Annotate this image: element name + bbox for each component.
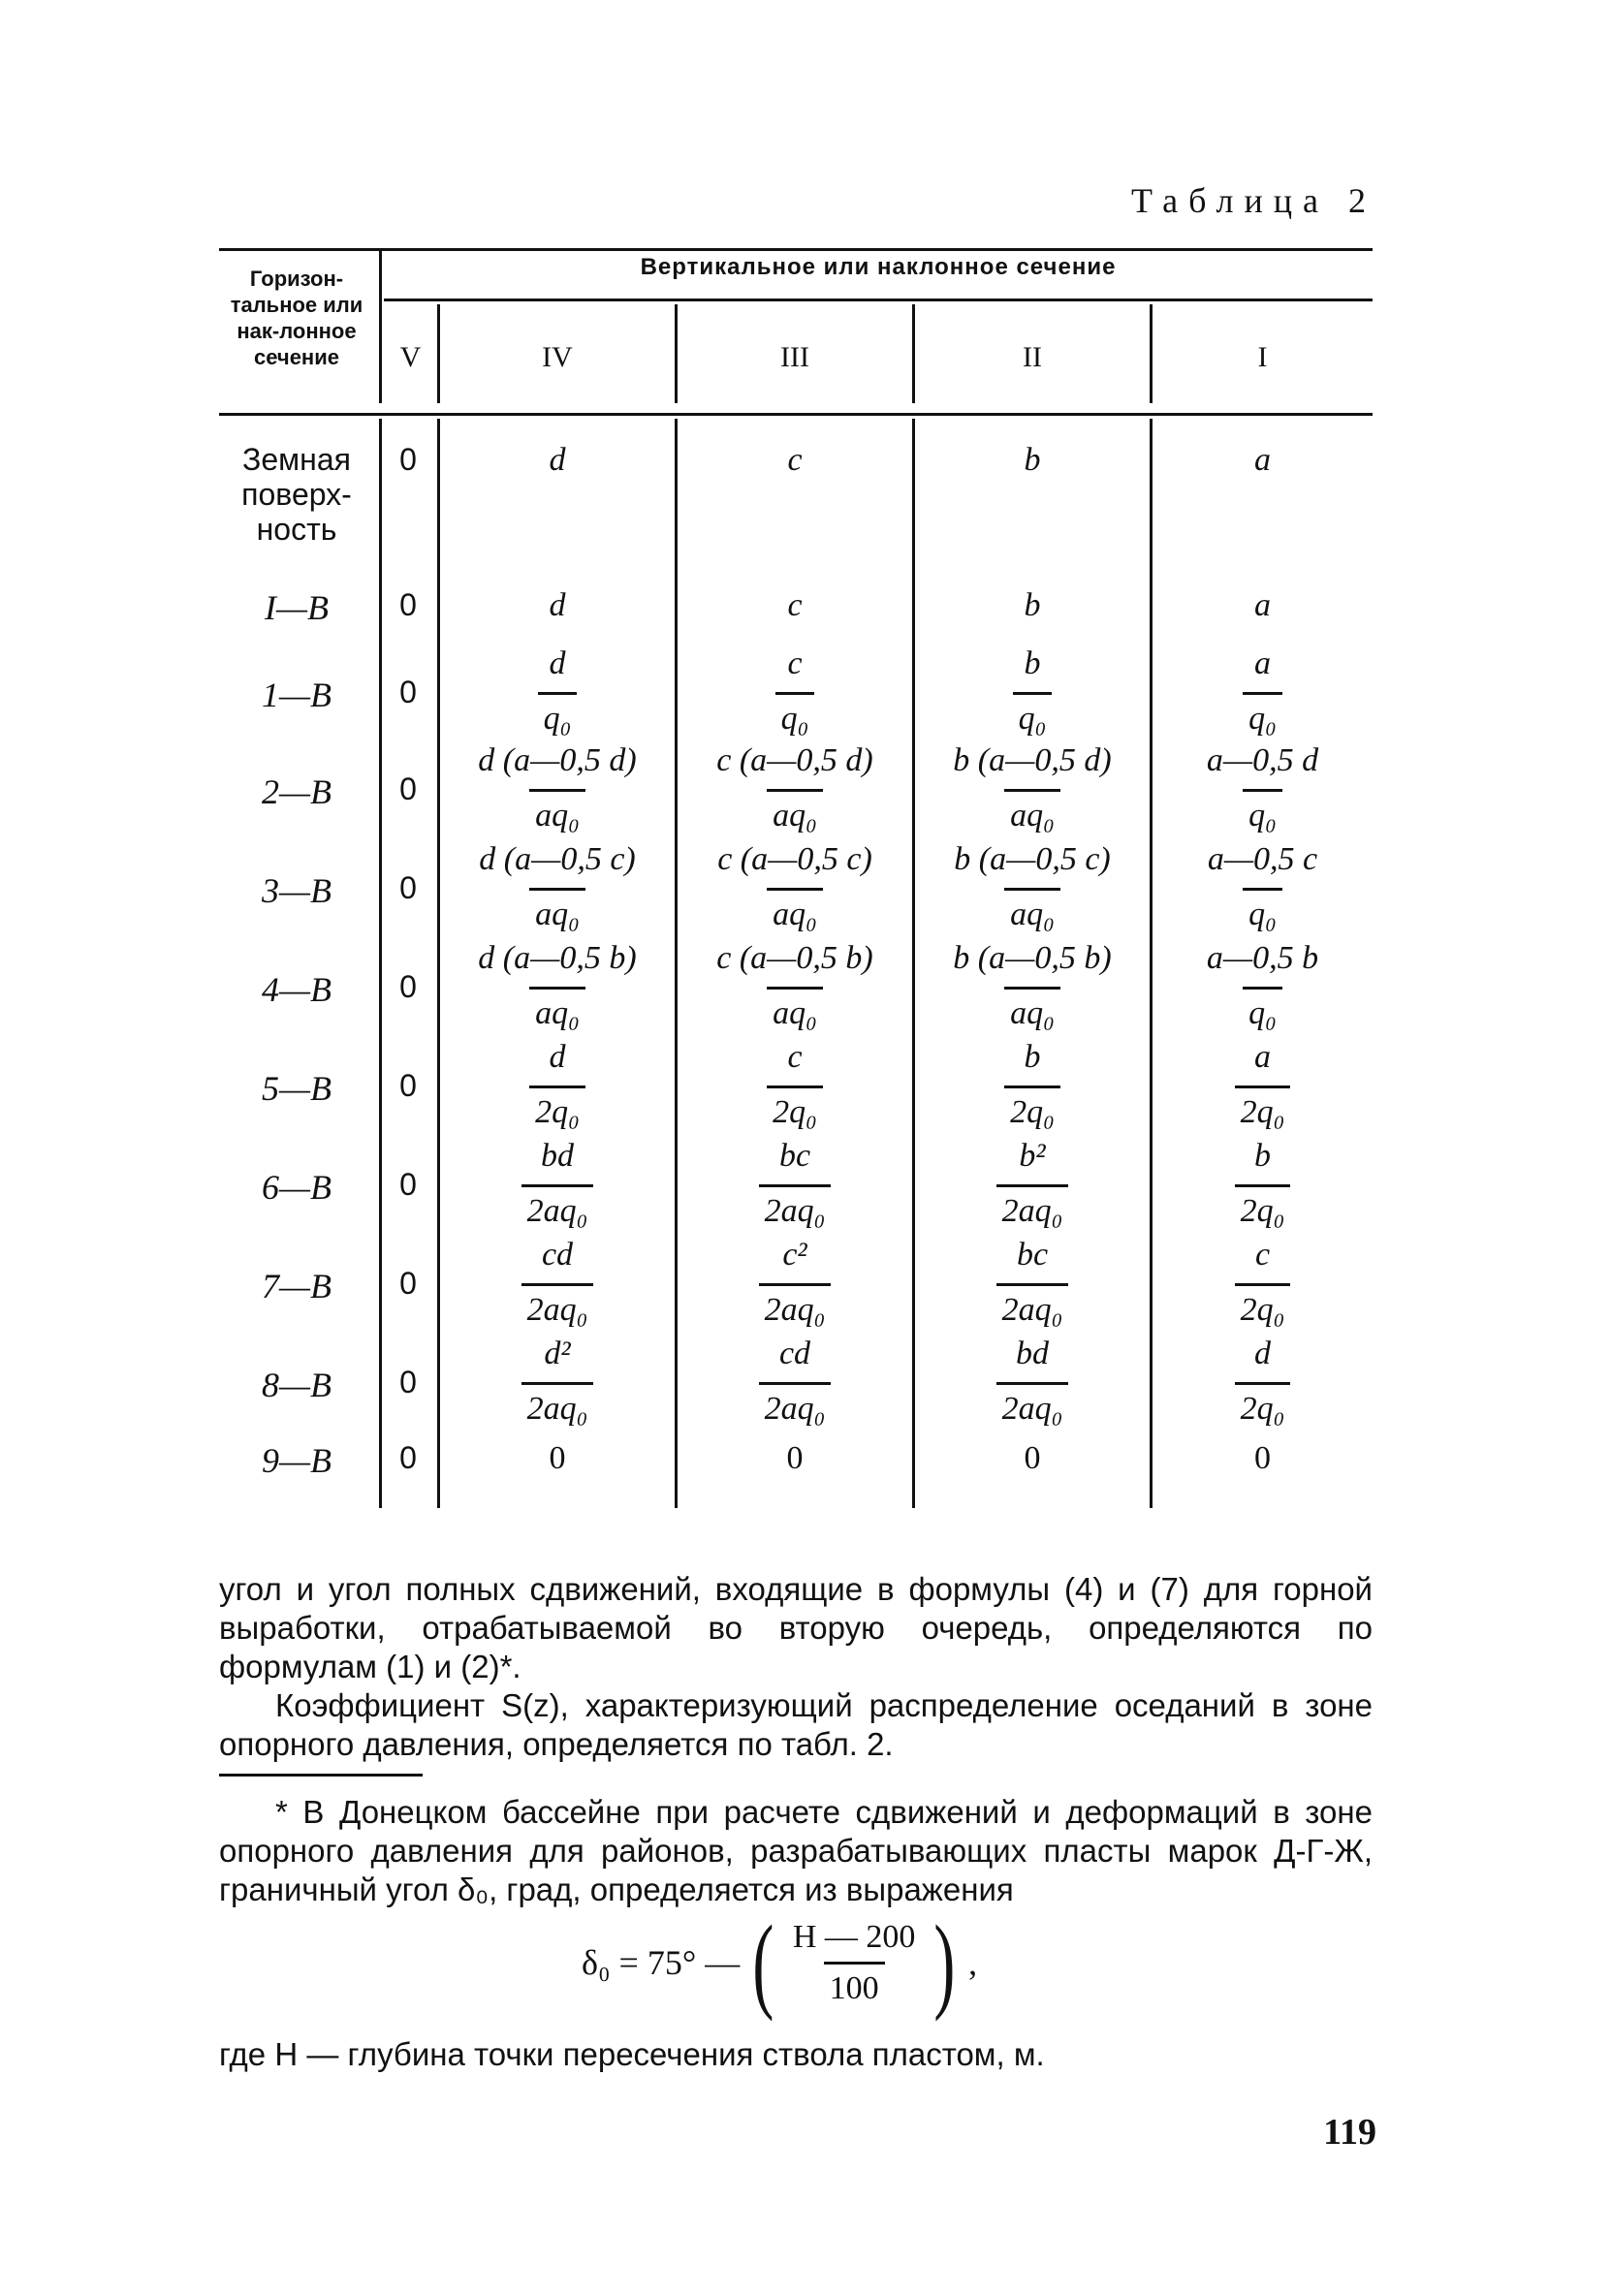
footnote: * В Донецком бассейне при расчете сдвижений и деформаций в зоне опорного давления для районов, разрабатывающих пласты марок Д-Г-Ж, граничный угол δ₀, град, определяется из выражения: [219, 1794, 1373, 1907]
fraction-numerator: b (a—0,5 c): [954, 841, 1111, 877]
col-header-v: V: [399, 341, 422, 373]
table-cell: [915, 1336, 1150, 1428]
table-cell: 0: [549, 1440, 566, 1476]
row-label: 2—B: [262, 772, 332, 811]
fraction-denominator: 2aq₀: [996, 1184, 1069, 1230]
table-cell: [678, 1138, 912, 1230]
table-cell: [678, 841, 912, 933]
fraction: [1235, 1336, 1291, 1428]
table-cell: [440, 841, 675, 933]
fraction: [948, 841, 1116, 933]
fraction: [529, 1039, 585, 1131]
fraction: [538, 645, 578, 738]
row-label: 1—B: [262, 676, 332, 714]
table-cell: [1153, 1237, 1373, 1329]
fraction-denominator: aq₀: [529, 888, 585, 933]
table-cell: [678, 1039, 912, 1131]
formula-lhs: δ₀ = 75° —: [582, 1943, 741, 1982]
fraction-denominator: 2aq₀: [521, 1184, 594, 1230]
formula-fraction: [787, 1919, 922, 2007]
table-cell: d: [549, 587, 566, 623]
table-cell: [678, 1336, 912, 1428]
table-caption: Таблица 2: [1131, 181, 1376, 220]
table-cell: [440, 1237, 675, 1329]
fraction-numerator: cd: [778, 1336, 811, 1371]
fraction: [947, 742, 1117, 834]
fraction-denominator: aq₀: [1004, 888, 1060, 933]
row-label: 6—B: [262, 1168, 332, 1207]
fraction-denominator: q₀: [1243, 789, 1282, 834]
col-header-iv: IV: [542, 341, 573, 373]
table-cell: [1153, 742, 1373, 834]
table-cell: [915, 742, 1150, 834]
fraction-denominator: aq₀: [767, 888, 823, 933]
fraction-numerator: bc: [1016, 1237, 1049, 1273]
row-header: Горизон-тальное или нак-лонное сечение: [230, 267, 363, 369]
table-cell: [1153, 940, 1373, 1032]
table-cell: [678, 742, 912, 834]
formula-denominator: 100: [824, 1962, 885, 2007]
paragraph-1: угол и угол полных сдвижений, входящие в формулы (4) и (7) для горной выработки, отрабатываемой во вторую очередь, определяются по формулам (1) и (2)*.: [219, 1571, 1373, 1684]
fraction-numerator: a: [1253, 1039, 1271, 1075]
fraction-numerator: a—0,5 c: [1207, 841, 1318, 877]
fraction-numerator: b: [1253, 1138, 1271, 1174]
table-cell: [915, 940, 1150, 1032]
row-label: 7—B: [262, 1267, 332, 1305]
fraction: [1235, 1039, 1291, 1131]
table-cell: [1153, 1039, 1373, 1131]
table-cell: [1153, 645, 1373, 738]
formula-numerator: H — 200: [792, 1918, 916, 1955]
col-header-iii: III: [780, 341, 809, 373]
data-table: [219, 248, 1373, 1508]
fraction-numerator: a—0,5 b: [1206, 940, 1319, 976]
fraction-numerator: b²: [1019, 1138, 1046, 1174]
table-cell: [440, 645, 675, 738]
fraction-numerator: d²: [544, 1336, 571, 1371]
fraction: [759, 1237, 832, 1329]
row-label: 8—B: [262, 1366, 332, 1404]
table-cell: [440, 1138, 675, 1230]
fraction: [473, 841, 641, 933]
table-cell: [1153, 1138, 1373, 1230]
fraction-numerator: c (a—0,5 d): [716, 742, 873, 778]
col-divider-1: [379, 248, 382, 403]
table-cell: c: [787, 442, 803, 478]
fraction-denominator: 2q₀: [1235, 1085, 1291, 1131]
row-label: 9—B: [262, 1441, 332, 1480]
fraction: [1202, 841, 1323, 933]
table-cell: [915, 1039, 1150, 1131]
fraction-numerator: d (a—0,5 d): [478, 742, 637, 778]
fraction-denominator: aq₀: [767, 789, 823, 834]
fraction-denominator: 2q₀: [1235, 1283, 1291, 1329]
table-cell: [1153, 841, 1373, 933]
fraction-numerator: d: [549, 1039, 566, 1075]
row-label: 3—B: [262, 871, 332, 910]
fraction-denominator: 2aq₀: [996, 1283, 1069, 1329]
fraction-numerator: b: [1024, 1039, 1041, 1075]
fraction: [996, 1237, 1069, 1329]
fraction-denominator: aq₀: [767, 987, 823, 1032]
fraction-denominator: aq₀: [1004, 987, 1060, 1032]
header-bottom-rule: [219, 413, 1373, 416]
fraction-denominator: aq₀: [1004, 789, 1060, 834]
group-header-rule: [384, 299, 1373, 301]
table-cell: a: [1254, 442, 1271, 478]
fraction-denominator: q₀: [1243, 692, 1282, 738]
fraction: [1201, 940, 1324, 1032]
fraction: [521, 1138, 594, 1230]
fraction: [711, 742, 878, 834]
fraction-numerator: a—0,5 d: [1206, 742, 1319, 778]
col-header-i: I: [1257, 341, 1268, 373]
cell-v: 0: [399, 870, 417, 905]
fraction-denominator: q₀: [1243, 987, 1282, 1032]
fraction: [1243, 645, 1282, 738]
fraction-denominator: aq₀: [529, 789, 585, 834]
fraction-denominator: q₀: [538, 692, 578, 738]
fraction-denominator: 2aq₀: [996, 1382, 1069, 1428]
row-label: I—B: [265, 588, 329, 627]
fraction-numerator: b (a—0,5 b): [953, 940, 1112, 976]
cell-v: 0: [399, 675, 417, 709]
fraction-denominator: q₀: [1013, 692, 1053, 738]
fraction: [775, 645, 815, 738]
table-cell: d: [549, 442, 566, 478]
table-cell: 0: [786, 1440, 804, 1476]
fraction: [1013, 645, 1053, 738]
table-cell: b: [1024, 587, 1041, 623]
fraction: [711, 841, 878, 933]
cell-v: 0: [399, 1068, 417, 1103]
fraction-denominator: 2q₀: [1235, 1382, 1291, 1428]
paragraph-2: Коэффициент S(z), характеризующий распределение оседаний в зоне опорного давления, определяется по табл. 2.: [219, 1687, 1373, 1762]
table-cell: [440, 940, 675, 1032]
fraction: [767, 1039, 823, 1131]
fraction: [521, 1237, 594, 1329]
fraction-numerator: d (a—0,5 c): [479, 841, 636, 877]
table-cell: a: [1254, 587, 1271, 623]
fraction-numerator: b: [1024, 645, 1041, 681]
cell-v: 0: [399, 1365, 417, 1400]
fraction-denominator: 2q₀: [1004, 1085, 1060, 1131]
row-label: 5—B: [262, 1069, 332, 1108]
fraction-numerator: c²: [782, 1237, 807, 1273]
table-cell: [440, 1039, 675, 1131]
fraction: [947, 940, 1117, 1032]
fraction: [711, 940, 878, 1032]
fraction-denominator: 2aq₀: [521, 1382, 594, 1428]
table-top-rule: [219, 248, 1373, 251]
fraction-denominator: q₀: [1243, 888, 1282, 933]
fraction-numerator: d (a—0,5 b): [478, 940, 637, 976]
cell-v: 0: [399, 1266, 417, 1301]
fraction: [521, 1336, 594, 1428]
fraction-numerator: d: [549, 645, 566, 681]
fraction-denominator: 2q₀: [529, 1085, 585, 1131]
row-label: 4—B: [262, 970, 332, 1009]
fraction: [472, 742, 642, 834]
fraction-numerator: c (a—0,5 c): [717, 841, 872, 877]
fraction-numerator: bd: [540, 1138, 574, 1174]
group-header: Вертикальное или наклонное сечение: [640, 254, 1117, 280]
table-cell: [915, 645, 1150, 738]
fraction: [472, 940, 642, 1032]
fraction: [996, 1336, 1069, 1428]
fraction-denominator: 2q₀: [1235, 1184, 1291, 1230]
fraction-numerator: c: [787, 1039, 803, 1075]
table-cell: [440, 1336, 675, 1428]
fraction: [996, 1138, 1069, 1230]
fraction-numerator: a: [1253, 645, 1271, 681]
fraction-denominator: 2aq₀: [759, 1283, 832, 1329]
formula-tail: ,: [968, 1943, 978, 1982]
cell-v: 0: [399, 1167, 417, 1202]
cell-v: 0: [399, 587, 417, 622]
fraction-denominator: 2aq₀: [759, 1184, 832, 1230]
table-cell: [678, 940, 912, 1032]
table-cell: 0: [1024, 1440, 1041, 1476]
page-number: 119: [1323, 2112, 1376, 2153]
fraction: [1201, 742, 1324, 834]
fraction: [1235, 1138, 1291, 1230]
row-label: Земная поверх-ность: [241, 442, 352, 547]
fraction-numerator: bc: [778, 1138, 811, 1174]
fraction-numerator: cd: [541, 1237, 574, 1273]
fraction-numerator: c: [787, 645, 803, 681]
fraction: [1235, 1237, 1291, 1329]
fraction: [759, 1138, 832, 1230]
cell-v: 0: [399, 1440, 417, 1475]
footnote-after: где H — глубина точки пересечения ствола пластом, м.: [219, 2036, 1045, 2072]
table-cell: [440, 742, 675, 834]
fraction-denominator: q₀: [775, 692, 815, 738]
body-divider-1: [379, 419, 382, 1508]
cell-v: 0: [399, 442, 417, 477]
cell-v: 0: [399, 969, 417, 1004]
fraction-numerator: bd: [1015, 1336, 1049, 1371]
table-cell: c: [787, 587, 803, 623]
fraction-numerator: d: [1253, 1336, 1271, 1371]
fraction: [1004, 1039, 1060, 1131]
fraction-denominator: aq₀: [529, 987, 585, 1032]
fraction-numerator: c: [1254, 1237, 1271, 1273]
fraction-numerator: b (a—0,5 d): [953, 742, 1112, 778]
footnote-rule: [219, 1774, 423, 1777]
table-cell: [915, 841, 1150, 933]
table-cell: [915, 1138, 1150, 1230]
fraction-denominator: 2aq₀: [759, 1382, 832, 1428]
table-cell: b: [1024, 442, 1041, 478]
table-cell: [678, 1237, 912, 1329]
formula: δ₀ = 75° — ( $\frac{H — 200}{100}$ ) ,: [582, 1903, 978, 2022]
col-header-ii: II: [1023, 341, 1042, 373]
table-cell: [678, 645, 912, 738]
table-cell: 0: [1254, 1440, 1271, 1476]
fraction-numerator: c (a—0,5 b): [716, 940, 873, 976]
cell-v: 0: [399, 771, 417, 806]
fraction-denominator: 2q₀: [767, 1085, 823, 1131]
table-cell: [915, 1237, 1150, 1329]
fraction: [759, 1336, 832, 1428]
table-cell: [1153, 1336, 1373, 1428]
fraction-denominator: 2aq₀: [521, 1283, 594, 1329]
